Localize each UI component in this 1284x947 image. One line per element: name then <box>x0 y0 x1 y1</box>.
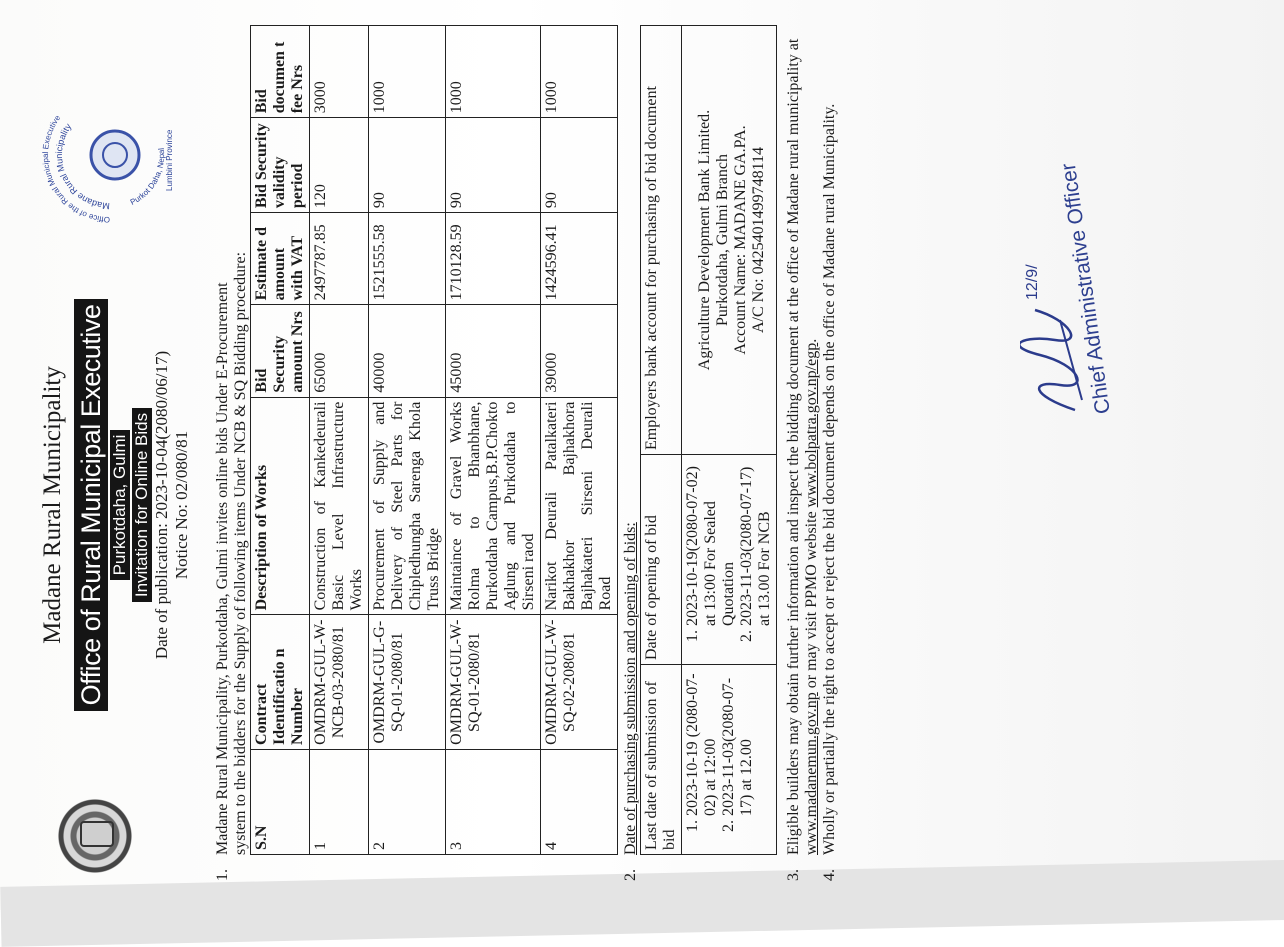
row-sn: 2 <box>369 749 446 854</box>
signature-title: Chief Administrative Officer <box>1056 161 1115 416</box>
row-sn: 4 <box>541 749 618 854</box>
section-4 <box>821 25 839 881</box>
submission-date-1: 1. 2023-10-19 (2080-07-02) at 12:00 <box>684 669 720 816</box>
table-row <box>682 26 777 855</box>
bank-account-cell <box>682 26 777 455</box>
header-title-block <box>38 245 192 765</box>
section-3-text-before: Eligible builders may obtain further information and inspect the bidding document at the office of Madane rural municipality at <box>785 38 802 855</box>
bank-account-number: A/C No: 0425401499748114 <box>750 146 767 334</box>
bank-account-name: Account Name: MADANE GA.PA. <box>732 125 749 355</box>
row-description: Procurement of Supply and Delivery of Steel Parts for Chipledhungha Sarenga Khola Truss Bridge <box>369 397 446 615</box>
header-validity: Bid Security validity period <box>251 118 310 213</box>
office-location: Purkotdaha, Gulmi <box>110 430 130 581</box>
section-4-number: 4. <box>821 869 838 881</box>
intro-line-1: Madane Rural Municipality, Purkotdaha, Gulmi invites online bids Under E-Procurement <box>214 282 231 855</box>
bank-name: Agriculture Development Bank Limited. <box>696 109 713 371</box>
row-sn: 1 <box>310 749 369 854</box>
header-opening-date: Date of opening of bid <box>641 455 682 665</box>
notice-document <box>20 15 1250 895</box>
row-bid-security: 65000 <box>310 305 369 397</box>
works-table <box>250 25 618 855</box>
section-3-number: 3. <box>785 869 802 881</box>
header-submission-date: Last date of submission of bid <box>641 665 682 855</box>
dates-table-header <box>641 26 682 855</box>
row-description: Maintaince of Gravel Works Rolma to Bhanbhane, Purkotdaha Campus,B.P.Chokto Aglung and Purkotdaha to Sirseni raod <box>446 397 541 615</box>
municipality-name: Madane Rural Municipality <box>39 366 66 644</box>
section-3 <box>785 25 821 881</box>
header-estimate: Estimate d amount with VAT <box>251 213 310 305</box>
section-1-intro <box>214 25 250 855</box>
municipal-seal-icon <box>40 85 180 225</box>
row-validity: 90 <box>369 118 446 213</box>
document-header <box>20 15 220 895</box>
row-doc-fee: 1000 <box>369 26 446 118</box>
row-estimate: 1710128.59 <box>446 213 541 305</box>
row-contract-id: OMDRM-GUL-G-SQ-01-2080/81 <box>369 615 446 750</box>
section-3-text-after: . <box>803 338 820 343</box>
section-1 <box>214 25 618 881</box>
header-doc-fee: Bid documen t fee Nrs <box>251 26 310 118</box>
row-validity: 120 <box>310 118 369 213</box>
row-validity: 90 <box>446 118 541 213</box>
municipality-website-link[interactable]: www.madanemun.gov.np <box>803 692 820 855</box>
row-contract-id: OMDRM-GUL-W-NCB-03-2080/81 <box>310 615 369 750</box>
invitation-title: Invitation for Online Bids <box>132 408 152 602</box>
header-sn: S.N <box>251 749 310 854</box>
table-row <box>369 26 446 855</box>
section-3-text-middle: or may visit PPMO website <box>803 507 820 693</box>
signature-date: 12/9/ <box>1024 264 1041 300</box>
ppmo-website-link[interactable]: www.bolpatra.gov.np/egp <box>803 342 820 508</box>
row-doc-fee: 1000 <box>446 26 541 118</box>
row-doc-fee: 1000 <box>541 26 618 118</box>
row-validity: 90 <box>541 118 618 213</box>
row-estimate: 2497787.85 <box>310 213 369 305</box>
section-1-number: 1. <box>214 869 231 881</box>
row-description: Construction of Kankedeurali Basic Level Infrastructure Works <box>310 397 369 615</box>
seal-text-line-3: Purkot Daha, Nepal <box>128 147 167 207</box>
seal-text-line-2: Office of the Rural Municipal Executive <box>40 113 111 225</box>
header-bid-security: Bid Security amount Nrs <box>251 305 310 397</box>
submission-dates-cell <box>682 665 777 855</box>
header-description: Description of Works <box>251 397 310 615</box>
row-sn: 3 <box>446 749 541 854</box>
emblem-center-icon <box>80 821 114 847</box>
publication-date: Date of publication: 2023-10-04(2080/06/17) <box>152 350 171 660</box>
header-bank-account: Employers bank account for purchasing of bid document <box>641 26 682 455</box>
table-row <box>541 26 618 855</box>
government-emblem-icon <box>50 791 140 881</box>
opening-dates-cell <box>682 455 777 665</box>
row-contract-id: OMDRM-GUL-W-SQ-01-2080/81 <box>446 615 541 750</box>
section-3-text <box>785 25 821 855</box>
office-title: Office of Rural Municipal Executive <box>74 299 108 712</box>
section-2-number: 2. <box>622 869 639 881</box>
submission-date-2: 2. 2023-11-03(2080-07-17) at 12.00 <box>720 669 756 816</box>
row-estimate: 1521555.58 <box>369 213 446 305</box>
row-contract-id: OMDRM-GUL-W-SQ-02-2080/81 <box>541 615 618 750</box>
signature-block <box>1020 115 1113 415</box>
row-description: Narikot Deurali Patalkateri Bakhakhor Bajhakhora Bajhakateri Sirseni Deurali Road <box>541 397 618 615</box>
opening-date-1: 1. 2023-10-19(2080-07-02) at 13:00 For Sealed Quotation <box>684 459 738 626</box>
header-contract-id: Contract Identificatio n Number <box>251 615 310 750</box>
works-table-header <box>251 26 310 855</box>
row-bid-security: 39000 <box>541 305 618 397</box>
table-row <box>310 26 369 855</box>
section-4-text: Wholly or partially the right to accept or reject the bid document depends on the office of Madane rural Municipality. <box>821 103 838 855</box>
row-estimate: 1424596.41 <box>541 213 618 305</box>
seal-text-line-4: Lumbini Province <box>165 129 174 191</box>
section-2-title: Date of purchasing submission and opening of bids: <box>622 522 639 855</box>
opening-date-2: 2. 2023-11-03(2080-07-17) at 13.00 For NCB <box>738 459 774 626</box>
row-doc-fee: 3000 <box>310 26 369 118</box>
intro-line-2: system to the bidders for the Supply of following items Under NCB & SQ Bidding procedure: <box>232 251 249 855</box>
section-2 <box>622 25 777 881</box>
bank-branch: Purkotdaha, Gulmi Branch <box>714 154 731 326</box>
notice-number: Notice No: 02/080/81 <box>172 430 191 580</box>
table-row <box>446 26 541 855</box>
seal-text-line-1: Madane Rural Municipality <box>53 121 111 212</box>
row-bid-security: 40000 <box>369 305 446 397</box>
dates-table <box>640 25 777 855</box>
row-bid-security: 45000 <box>446 305 541 397</box>
